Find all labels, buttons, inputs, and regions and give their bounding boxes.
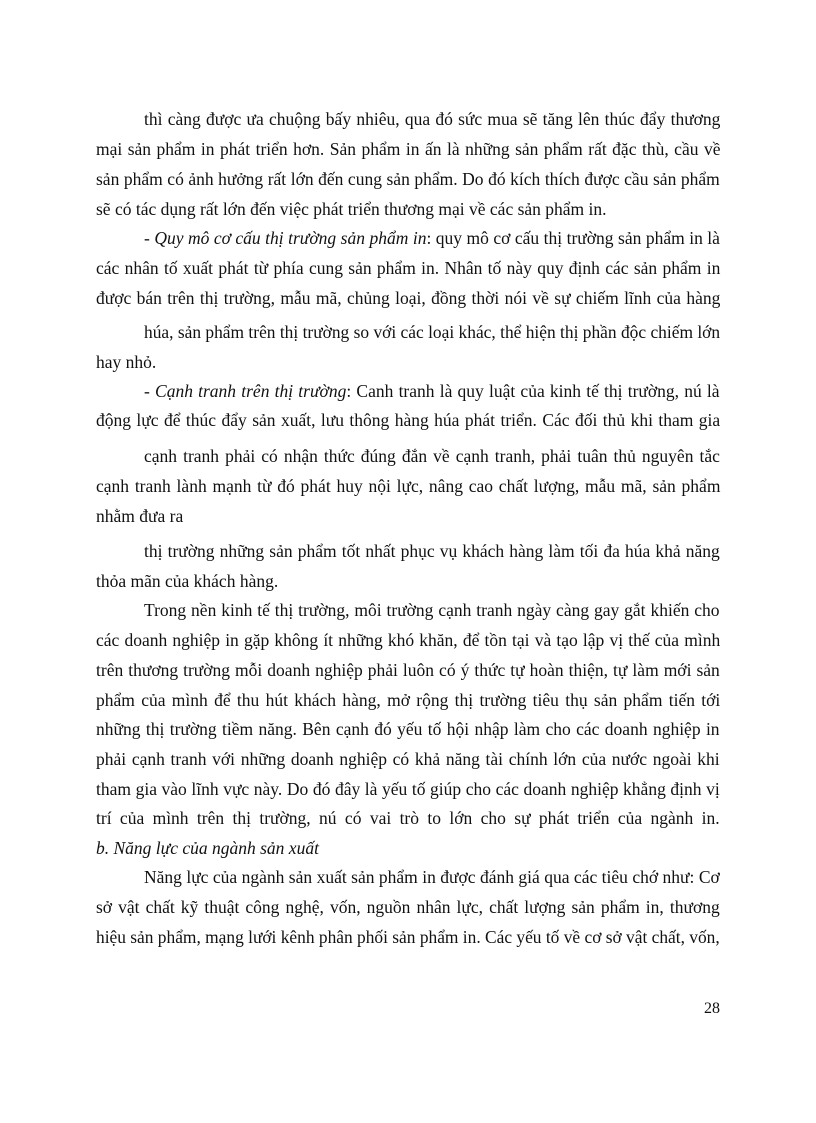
text-line: phải cạnh tranh với những doanh nghiệp có khả năng tài chính lớn của nước ngoài khi	[96, 749, 720, 769]
text-line: các nhân tố xuất phát từ phía cung sản phẩm in. Nhân tố này quy định các sản phẩm in	[96, 258, 721, 278]
text-line	[144, 380, 720, 402]
text-line: phẩm của mình để thu hút khách hàng, mở rộng thị trường tiêu thụ sản phẩm tiến tới	[96, 690, 721, 710]
text-line: mại sản phẩm in phát triển hơn. Sản phẩm in ấn là những sản phẩm rất đặc thù, cầu về	[96, 139, 721, 159]
italic-heading: - Cạnh tranh trên thị trường	[144, 381, 347, 401]
text-line: sẽ có tác dụng rất lớn đến việc phát triển thương mại về các sản phẩm in.	[96, 199, 607, 219]
text-line: những thị trường tiềm năng. Bên cạnh đó yếu tố hội nhập làm cho các doanh nghiệp in	[96, 719, 720, 739]
text-line: nhằm đưa ra	[96, 506, 184, 526]
italic-heading: b. Năng lực của ngành sản xuất	[96, 838, 319, 858]
text-line: húa, sản phẩm trên thị trường so với các loại khác, thể hiện thị phần độc chiếm lớn	[144, 322, 721, 342]
text-span: : quy mô cơ cấu thị trường sản phẩm in là	[426, 228, 720, 248]
page-number: 28	[704, 1000, 720, 1017]
text-line: tham gia vào lĩnh vực này. Do đó đây là yếu tố giúp cho các doanh nghiệp khẳng định vị	[96, 779, 720, 799]
text-line: cạnh tranh phải có nhận thức đúng đắn về cạnh tranh, phải tuân thủ nguyên tắc	[144, 446, 720, 466]
text-line: động lực để thúc đẩy sản xuất, lưu thông hàng húa phát triển. Các đối thủ khi tham gia	[96, 410, 721, 430]
text-line: cạnh tranh lành mạnh từ đó phát huy nội lực, nâng cao chất lượng, mẫu mã, sản phẩm	[96, 476, 721, 496]
text-line: hiệu sản phẩm, mạng lưới kênh phân phối sản phẩm in. Các yếu tố về cơ sở vật chất, vốn,	[96, 927, 720, 947]
text-line: thị trường những sản phẩm tốt nhất phục vụ khách hàng làm tối đa húa khả năng	[144, 541, 720, 561]
text-line: hay nhỏ.	[96, 352, 157, 372]
text-line: Năng lực của ngành sản xuất sản phẩm in được đánh giá qua các tiêu chớ như: Cơ	[144, 867, 720, 887]
text-line: Trong nền kinh tế thị trường, môi trường cạnh tranh ngày càng gay gắt khiến cho	[144, 600, 720, 620]
italic-heading: - Quy mô cơ cấu thị trường sản phẩm in	[144, 228, 427, 248]
text-line	[144, 227, 720, 249]
text-line: thỏa mãn của khách hàng.	[96, 571, 279, 591]
text-line: sở vật chất kỹ thuật công nghệ, vốn, nguồn nhân lực, chất lượng sản phẩm in, thương	[96, 897, 720, 917]
text-line: trên thương trường mỗi doanh nghiệp phải luôn có ý thức tự hoàn thiện, tự làm mới sản	[96, 660, 720, 680]
section-heading	[96, 837, 319, 859]
text-line: trí của mình trên thị trường, nú có vai trò to lớn cho sự phát triển của ngành in.	[96, 808, 720, 828]
text-line: các doanh nghiệp in gặp không ít những khó khăn, để tồn tại và tạo lập vị thế của mình	[96, 630, 721, 650]
text-line: sản phẩm có ảnh hưởng rất lớn đến cung sản phẩm. Do đó kích thích được cầu sản phẩm	[96, 169, 720, 189]
text-line: được bán trên thị trường, mẫu mã, chủng loại, đồng thời nói về sự chiếm lĩnh của hàng	[96, 288, 721, 308]
text-span: : Canh tranh là quy luật của kinh tế thị trường, nú là	[346, 381, 720, 401]
text-line: thì càng được ưa chuộng bấy nhiêu, qua đó sức mua sẽ tăng lên thúc đẩy thương	[144, 109, 721, 129]
